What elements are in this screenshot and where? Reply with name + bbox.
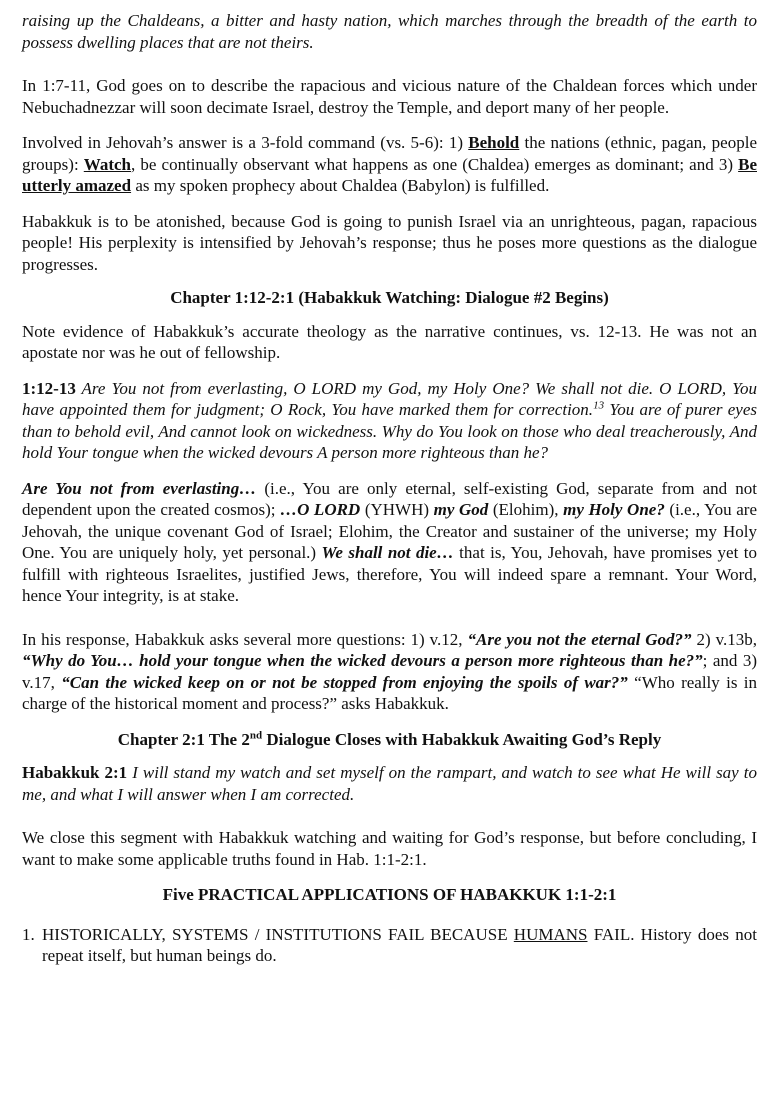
paragraph-more-questions: In his response, Habakkuk asks several more questions: 1) v.12, “Are you not the eternal God?” 2) v.13b, “Why do You… hold your tongue when the wicked devours a person more righteous than he?”; and 3) v.17, “Can the wicked keep on or not be stopped from enjoying the spoils of war?” “Who really is in charge of the historical moment and process?” asks Habakkuk. — [22, 629, 757, 713]
section-heading-dialogue-closes: Chapter 2:1 The 2nd Dialogue Closes with Habakkuk Awaiting God’s Reply — [117, 728, 662, 749]
list-item: 1. HISTORICALLY, SYSTEMS / INSTITUTIONS FAIL BECAUSE HUMANS FAIL. History does not repeat itself, but human beings do. — [22, 924, 757, 965]
scripture-reference: Habakkuk 2:1 — [22, 763, 128, 782]
section-heading-practical-applications: Five PRACTICAL APPLICATIONS OF HABAKKUK 1:1-2:1 — [162, 885, 617, 904]
scripture-quote-2-1: Habakkuk 2:1 I will stand my watch and set myself on the rampart, and watch to see what He will say to me, and what I will answer when I am corrected. — [22, 763, 757, 804]
verse-continuation: raising up the Chaldeans, a bitter and hasty nation, which marches through the breadth of the earth to possess dwelling places that are not theirs. — [22, 11, 757, 52]
emphasis-watch: Watch — [83, 154, 132, 174]
scripture-reference: 1:12-13 — [22, 378, 76, 398]
paragraph-habakkuk-atonished: Habakkuk is to be atonished, because God is going to punish Israel via an unrighteous, pagan, rapacious people! His perplexity is intensified by Jehovah’s response; thus he poses more questions as the dialogue progresses. — [22, 211, 757, 274]
paragraph-close-segment: We close this segment with Habakkuk watching and waiting for God’s response, but before concluding, I want to make some applicable truths found in Hab. 1:1-2:1. — [22, 828, 757, 869]
paragraph-chaldean-forces: In 1:7-11, God goes on to describe the rapacious and vicious nature of the Chaldean forces which under Nebuchadnezzar will soon decimate Israel, destroy the Temple, and deport many of her people. — [22, 76, 757, 117]
document-page — [22, 10, 757, 967]
emphasis-behold: Behold — [468, 133, 520, 152]
verse-number: 13 — [593, 399, 605, 412]
paragraph-commentary: Are You not from everlasting… (i.e., You are only eternal, self-existing God, separate from and not dependent upon the created cosmos); …O LORD (YHWH) my God (Elohim), my Holy One? (i.e., You are Jehovah, the unique covenant God of Israel; Elohim, the Creator and sustainer of the universe; my Holy One. You are uniquely holy, yet personal.) We shall not die… that is, You, Jehovah, have promises yet to fulfill with righteous Israelites, justified Jews, therefore, You will indeed spare a remnant. Your Word, hence Your integrity, is at stake. — [22, 478, 757, 605]
paragraph-accurate-theology: Note evidence of Habakkuk’s accurate theology as the narrative continues, vs. 12-13. He was not an apostate nor was he out of fellowship. — [22, 321, 757, 362]
emphasis-be-utterly-amazed: Be utterly amazed — [22, 154, 757, 195]
scripture-quote-1-12-13: 1:12-13 Are You not from everlasting, O LORD my God, my Holy One? We shall not die. O LORD, You have appointed them for judgment; O Rock, You have marked them for correction.$^{13}$ You are of purer eyes than to behold evil, And cannot look on wickedness. Why do You look on those who deal treacherously, And hold Your tongue when the wicked devours A person more righteous than he? — [22, 378, 758, 462]
section-heading-dialogue-2: Chapter 1:12-2:1 (Habakkuk Watching: Dialogue #2 Begins) — [170, 288, 609, 307]
list-number: 1. — [22, 924, 35, 944]
paragraph-threefold-command: Involved in Jehovah’s answer is a 3-fold command (vs. 5-6): 1) Behold the nations (ethnic, pagan, people groups): Watch, be continually observant what happens as one (Chaldea) emerges as dominant; and 3) Be utterly amazed as my spoken prophecy about Chaldea (Babylon) is fulfilled. — [22, 133, 757, 195]
